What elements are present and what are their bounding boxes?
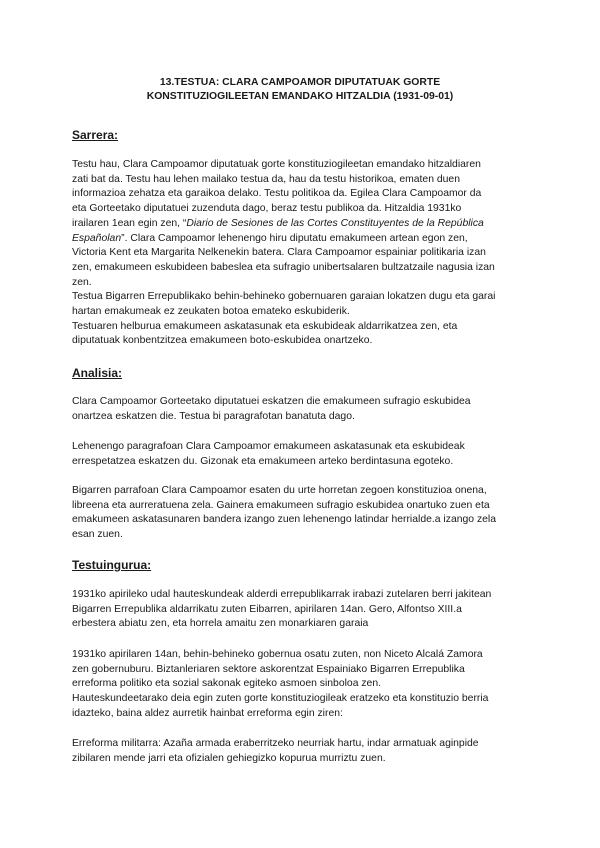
italic-source-title: Diario de Sesiones de las Cortes Constituyentes de la República bbox=[186, 217, 484, 229]
analisia-paragraph-1 bbox=[72, 395, 534, 424]
text-line: idazteko, baina aldez aurretik hainbat erreforma egin ziren: bbox=[72, 707, 343, 719]
testuingurua-paragraph-2 bbox=[72, 648, 534, 722]
text-line: zen gobernuburu. Biztanleriaren sektore askorentzat Espainiako Bigarren Errepublika bbox=[72, 663, 465, 675]
heading-analisia: Analisia: bbox=[72, 366, 123, 380]
text-line: 1931ko apirileko udal hauteskundeak alderdi errepublikarrak irabazi zutelaren berri jakitean bbox=[72, 589, 492, 600]
text-line: Erreforma militarra: Azaña armada eraberritzeko neurriak hartu, indar armatuak aginpide bbox=[72, 738, 479, 749]
testuingurua-paragraph-3 bbox=[72, 737, 534, 766]
text-line: Bigarren Errepublika aldarrikatu zuten Eibarren, apirilaren 14an. Gero, Alfontso XIII.a bbox=[72, 603, 462, 615]
text-segment: irailaren 1ean egin zen, “ bbox=[72, 217, 187, 229]
heading-sarrera: Sarrera: bbox=[72, 128, 119, 142]
text-line: Testua Bigarren Errepublikako behin-behineko gobernuaren garaian lokatzen dugu eta garai bbox=[72, 291, 496, 303]
text-line: Lehenengo paragrafoan Clara Campoamor emakumeen askatasunak eta eskubideak bbox=[72, 441, 465, 452]
text-line: diputatuak konbentzitzea emakumeen boto-eskubidea onartzeko. bbox=[72, 335, 373, 347]
text-line: informazioa zehatza eta garaikoa delako. Testu politikoa da. Egilea Clara Campoamor da bbox=[72, 188, 482, 200]
testuingurua-paragraph-1 bbox=[72, 588, 534, 632]
text-line: emakumeen askatasunaren bandera izango zuen lehenengo latindar herrialde.a izango zela bbox=[72, 514, 497, 526]
heading-testuingurua: Testuingurua: bbox=[72, 558, 152, 572]
text-line: Clara Campoamor Gorteetako diputatuei eskatzen die emakumeen sufragio eskubidea bbox=[72, 396, 471, 407]
text-line: zibilaren mende jarri eta ofizialen gehiegizko kopurua murriztu zuen. bbox=[72, 752, 386, 764]
text-line: zen, emakumeen eskubideen babeslea eta sufragio unibertsalaren bultzatzaile nagusia izan bbox=[72, 261, 495, 273]
sarrera-paragraph bbox=[72, 158, 534, 349]
text-line: Testu hau, Clara Campoamor diputatuak gorte konstituziogileetan emandako hitzaldiaren bbox=[72, 159, 481, 170]
title-line-1: 13.TESTUA: CLARA CAMPOAMOR DIPUTATUAK GORTE bbox=[159, 77, 441, 88]
text-line: Testuaren helburua emakumeen askatasunak eta eskubideak aldarrikatzea zen, eta bbox=[72, 320, 458, 332]
text-line: erbestera abiatu zen, eta horrela amaitu zen monarkiaren garaia bbox=[72, 618, 369, 630]
text-line: 1931ko apirilaren 14an, behin-behineko gobernua osatu zuten, non Niceto Alcalá Zamora bbox=[72, 649, 483, 660]
text-segment: ”. Clara Campoamor lehenengo hiru diputatu emakumeen artean egon zen, bbox=[121, 232, 468, 244]
text-line: zati bat da. Testu hau lehen mailako testua da, hau da testu historikoa, ematen duen bbox=[72, 173, 460, 185]
text-line: onartzea eskatzen die. Testua bi paragrafotan banatuta dago. bbox=[72, 410, 355, 422]
analisia-paragraph-3 bbox=[72, 484, 534, 543]
text-line: esan zuen. bbox=[72, 529, 123, 541]
document-title bbox=[60, 76, 540, 104]
text-line: eta Gorteetako diputatuei zuzenduta dago, beraz testu publikoa da. Hitzaldia 1931ko bbox=[72, 203, 462, 215]
text-line: Victoria Kent eta Margarita Nelkenekin batera. Clara Campoamor espainiar politikaria izan bbox=[72, 247, 486, 259]
text-line: libreena eta aurreratuena zela. Gainera emakumeen sufragio eskubidea onartuko zuen eta bbox=[72, 499, 490, 511]
italic-source-title-cont: Españolan bbox=[72, 232, 122, 244]
text-line: Bigarren parrafoan Clara Campoamor esaten du urte horretan zegoen konstituzioa onena, bbox=[72, 485, 487, 496]
text-line: Hauteskundeetarako deia egin zuten gorte konstituziogileak eratzeko eta konstituzio berria bbox=[72, 693, 489, 705]
text-line bbox=[72, 217, 534, 232]
text-line: erreforma politiko eta sozial sakonak egiteko asmoen sinboloa zen. bbox=[72, 678, 382, 690]
text-line bbox=[72, 232, 534, 247]
text-line: zen. bbox=[72, 276, 92, 288]
analisia-paragraph-2 bbox=[72, 440, 534, 469]
text-line: hartan emakumeak ez zeukaten botoa emateko eskubiderik. bbox=[72, 306, 350, 318]
title-line-2: KONSTITUZIOGILEETAN EMANDAKO HITZALDIA (1931-09-01) bbox=[146, 91, 454, 102]
text-line: errespetatzea eskatzen du. Gizonak eta emakumeen arteko berdintasuna egoteko. bbox=[72, 455, 454, 467]
